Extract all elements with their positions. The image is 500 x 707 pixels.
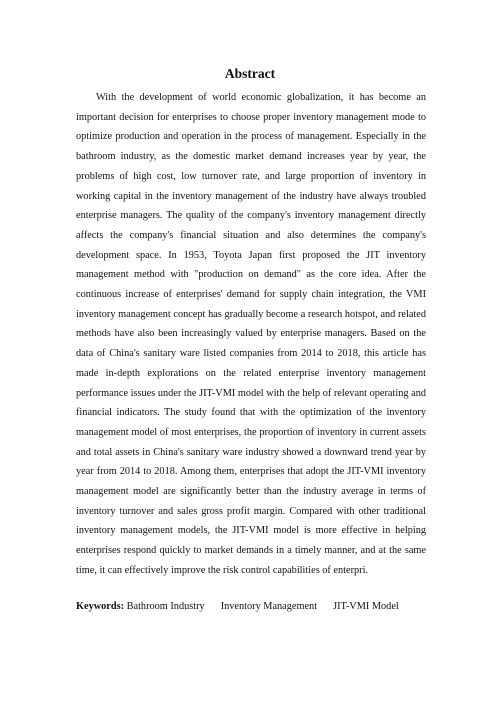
keyword-item: JIT-VMI Model <box>333 601 399 612</box>
keywords-line <box>76 599 426 615</box>
keyword-item: Inventory Management <box>220 601 318 612</box>
abstract-paragraph: With the development of world economic globalization, it has become an important decision for enterprises to choose proper inventory management mode to optimize production and operation in the process of management. Especially in the bathroom industry, as the domestic market demand increases year by year, the problems of high cost, low turnover rate, and large proportion of inventory in working capital in the inventory management of the industry have always troubled enterprise managers. The quality of the company's inventory management directly affects the company's financial situation and also determines the company's development space. In 1953, Toyota Japan first proposed the JIT inventory management method with "production on demand" as the core idea. After the continuous increase of enterprises' demand for supply chain integration, the VMI inventory management concept has gradually become a research hotspot, and related methods have also been increasingly valued by enterprise managers. Based on the data of China's sanitary ware listed companies from 2014 to 2018, this article has made in-depth explorations on the related enterprise inventory management performance issues under the JIT-VMI model with the help of relevant operating and financial indicators. The study found that with the optimization of the inventory management model of most enterprises, the proportion of inventory in current assets and total assets in China's sanitary ware industry showed a downward trend year by year from 2014 to 2018. Among them, enterprises that adopt the JIT-VMI inventory management model are significantly better than the industry average in terms of inventory turnover and sales gross profit margin. Compared with other traditional inventory management models, the JIT-VMI model is more effective in helping enterprises respond quickly to market demands in a timely manner, and at the same time, it can effectively improve the risk control capabilities of enterpri. <box>76 92 426 576</box>
keywords-label: Keywords: <box>76 601 125 612</box>
keyword-item: Bathroom Industry <box>126 601 205 612</box>
page-title: Abstract <box>224 66 276 81</box>
